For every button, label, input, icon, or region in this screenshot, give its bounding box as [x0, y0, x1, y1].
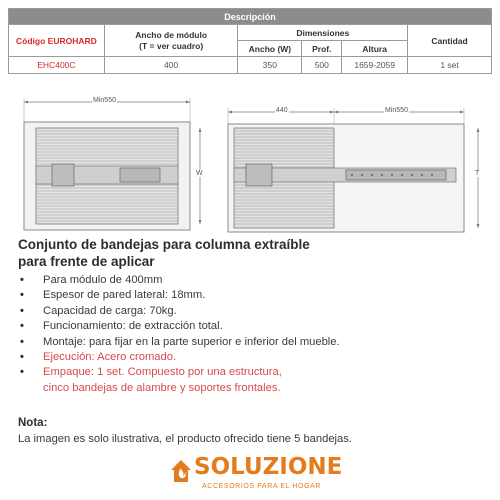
spec-table	[8, 8, 492, 74]
brand-tagline: ACCESORIOS PARA EL HOGAR	[202, 483, 322, 490]
right-dim-a-label: 440	[276, 107, 288, 114]
rail-hole	[431, 174, 433, 176]
feature-item	[18, 304, 488, 319]
feature-text: Funcionamiento: de extracción total.	[43, 320, 223, 333]
feature-text: cinco bandejas de alambre y soportes frontales.	[43, 381, 281, 394]
right-dim-b-label: Min550	[385, 107, 408, 114]
table-header: Descripción	[9, 9, 492, 25]
rail-hole	[421, 174, 423, 176]
feature-text: Empaque: 1 set. Compuesto por una estructura,	[43, 366, 282, 379]
cell-height: 1659-2059	[342, 57, 408, 74]
product-title-line2: para frente de aplicar	[18, 254, 155, 269]
feature-item	[18, 288, 488, 303]
rail-hole	[381, 174, 383, 176]
bullet-icon: •	[20, 366, 24, 379]
col-module-line1: Ancho de módulo	[135, 29, 208, 40]
cell-quantity: 1 set	[408, 57, 492, 74]
col-height-header: Altura	[342, 41, 408, 57]
side-view-svg	[226, 106, 490, 234]
col-module-header	[104, 25, 238, 57]
product-title-line1: Conjunto de bandejas para columna extraíble	[18, 237, 310, 252]
bullet-icon: •	[20, 320, 24, 333]
feature-item	[18, 273, 488, 288]
feature-text: Espesor de pared lateral: 18mm.	[43, 289, 206, 302]
feature-list	[18, 273, 488, 396]
feature-text: Montaje: para fijar en la parte superior e inferior del mueble.	[43, 335, 340, 348]
note-title: Nota:	[18, 417, 48, 429]
cell-width: 350	[238, 57, 302, 74]
cell-module: 400	[104, 57, 238, 74]
feature-item	[18, 335, 488, 350]
feature-text: Para módulo de 400mm	[43, 274, 163, 286]
feature-text: Ejecución: Acero cromado.	[43, 351, 177, 364]
rail-hole	[401, 174, 403, 176]
col-code-header: Código EUROHARD	[9, 25, 105, 57]
rail-hole	[371, 174, 373, 176]
rail-hole	[361, 174, 363, 176]
bullet-icon: •	[20, 351, 24, 364]
cell-code: EHC400C	[9, 57, 105, 74]
col-depth-header: Prof.	[302, 41, 342, 57]
col-module-line2: (T = ver cuadro)	[139, 40, 204, 51]
left-dim-top-label: Min550	[93, 97, 116, 104]
brand-name: SOLUZIONE	[194, 454, 343, 480]
feature-item	[18, 350, 488, 365]
product-title	[18, 236, 488, 270]
bullet-icon: •	[20, 335, 24, 348]
house-flame-icon	[168, 456, 194, 486]
brand-logo	[168, 454, 368, 494]
top-view-drawing	[22, 94, 210, 234]
feature-item	[18, 319, 488, 334]
note-text: La imagen es solo ilustrativa, el producto ofrecido tiene 5 bandejas.	[18, 433, 352, 445]
feature-item	[18, 365, 488, 380]
feature-text: Capacidad de carga: 70kg.	[43, 304, 177, 317]
rail-hole	[391, 174, 393, 176]
cell-depth: 500	[302, 57, 342, 74]
right-dim-side-label: T	[475, 170, 480, 177]
rail-hole	[411, 174, 413, 176]
bullet-icon: •	[20, 304, 24, 317]
bullet-icon: •	[20, 289, 24, 302]
bullet-icon: •	[20, 274, 24, 286]
col-width-header: Ancho (W)	[238, 41, 302, 57]
col-quantity-header: Cantidad	[408, 25, 492, 57]
product-description	[18, 236, 488, 396]
top-view-svg	[22, 94, 210, 234]
left-dim-side-label: W	[196, 170, 203, 177]
col-dimensions-header: Dimensiones	[238, 25, 408, 41]
table-row	[9, 57, 492, 74]
rail-hole	[351, 174, 353, 176]
side-view-drawing	[226, 106, 490, 234]
feature-item-continuation	[18, 381, 488, 396]
